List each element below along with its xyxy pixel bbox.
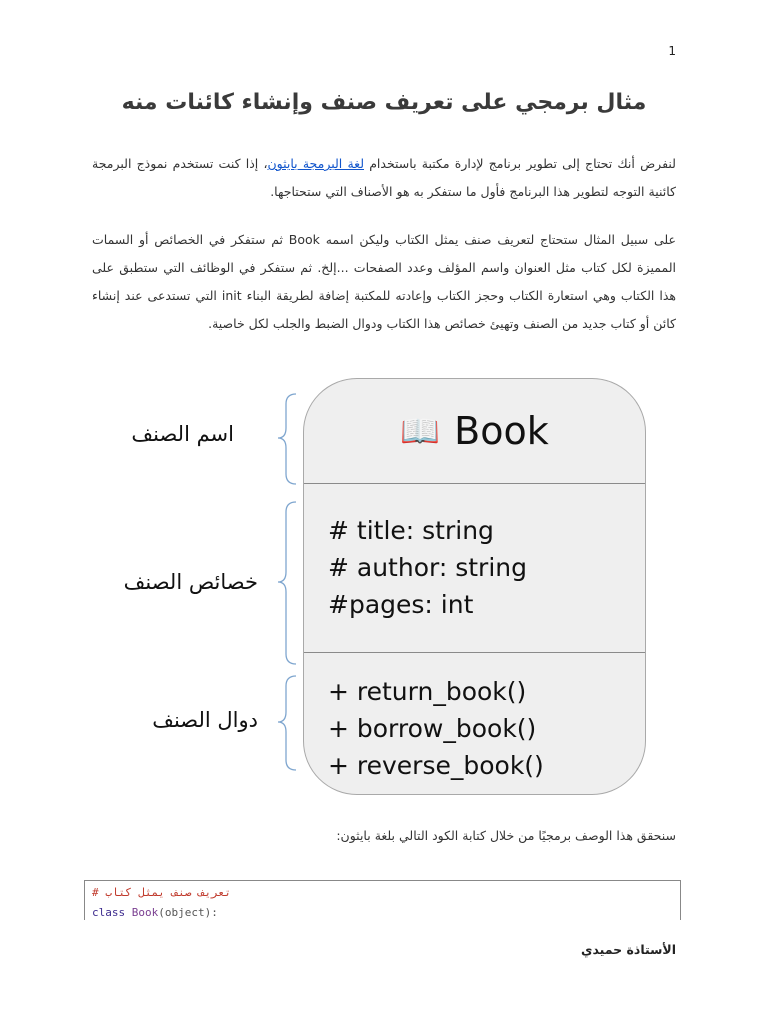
- attribute-pages: #pages: int: [328, 590, 474, 619]
- code-class-line: [92, 903, 680, 923]
- class-name-section: [304, 379, 645, 483]
- paragraph-intro: [92, 150, 676, 206]
- author-footer: الأستاذة حميدي: [581, 942, 676, 957]
- attributes-bracket: [278, 502, 296, 664]
- uml-class-box: [303, 378, 646, 795]
- method-borrow-book: + borrow_book(): [328, 714, 537, 743]
- class-attributes-section: [304, 483, 645, 652]
- method-reverse-book: + reverse_book(): [328, 751, 544, 780]
- class-name: Book: [454, 409, 549, 453]
- python-language-link[interactable]: لغة البرمجة بايثون: [267, 156, 364, 171]
- bracket-connectors: [260, 380, 304, 776]
- code-class-name: Book: [131, 906, 159, 919]
- page-title: مثال برمجي على تعريف صنف وإنشاء كائنات منه: [121, 90, 647, 115]
- label-class-attributes: خصائص الصنف: [123, 570, 258, 594]
- open-book-icon: 📖: [400, 412, 441, 450]
- code-intro-text: سنحقق هذا الوصف برمجيًا من خلال كتابة الكود التالي بلغة بايثون:: [336, 828, 676, 843]
- method-return-book: + return_book(): [328, 677, 527, 706]
- attribute-title: # title: string: [328, 516, 494, 545]
- label-class-methods: دوال الصنف: [152, 708, 258, 732]
- code-comment: # تعريف صنف يمثل كتاب: [92, 886, 232, 899]
- code-block: [84, 880, 681, 920]
- label-class-name: اسم الصنف: [131, 422, 234, 446]
- code-keyword: class: [92, 906, 126, 919]
- paragraph-example: على سبيل المثال ستحتاج لتعريف صنف يمثل الكتاب وليكن اسمه Book ثم ستفكر في الخصائص أو السمات المميزة لكل كتاب مثل العنوان واسم المؤلف وعدد الصفحات ...إلخ. ثم ستفكر في الوظائف التي ستطبق على هذا الكتاب وهي استعارة الكتاب وحجز الكتاب وإعادته للمكتبة إضافة لطريقة البناء init التي تستدعى عند إنشاء كائن أو كتاب جديد من الصنف وتهيئ خصائص هذا الكتاب ودوال الضبط والجلب لكل خاصية.: [92, 232, 677, 331]
- paragraph-intro-text-after: ، إذا كنت تستخدم نموذج البرمجة كائنية التوجه لتطوير هذا البرنامج فأول ما ستفكر به هو الأصناف التي ستحتاجها.: [92, 156, 676, 199]
- name-bracket: [278, 394, 296, 484]
- class-methods-section: [304, 652, 645, 794]
- attribute-author: # author: string: [328, 553, 527, 582]
- page-number: 1: [668, 44, 676, 58]
- code-rest: (object):: [158, 906, 218, 919]
- paragraph-intro-text-before: لنفرض أنك تحتاج إلى تطوير برنامج لإدارة مكتبة باستخدام: [364, 156, 676, 171]
- methods-bracket: [278, 676, 296, 770]
